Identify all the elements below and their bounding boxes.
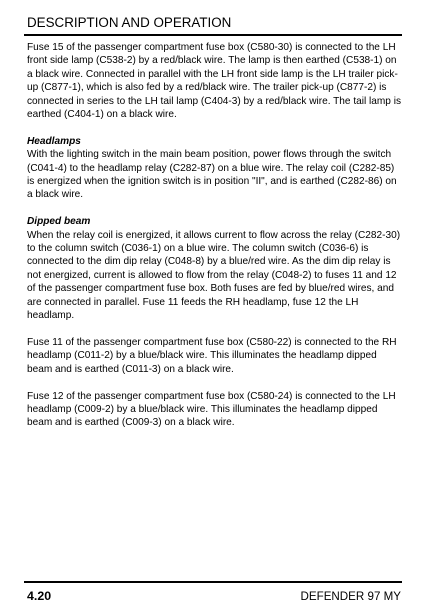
headlamps-paragraph: With the lighting switch in the main beam position, power flows through the switch (C041-4) to the headlamp relay (C282-87) on a blue wire. The relay coil (C282-85) is energized when the ignition switch is in position "II", and is earthed (C282-86) on a black wire. (27, 149, 397, 201)
section-title: DESCRIPTION AND OPERATION (27, 15, 232, 30)
fuse-11-paragraph: Fuse 11 of the passenger compartment fuse box (C580-22) is connected to the RH headlamp (C011-2) by a blue/black wire. This illuminates the headlamp dipped beam and is earthed (C011-3) on a black wire. (27, 336, 397, 375)
page-body (27, 41, 402, 443)
footer-divider (24, 581, 402, 583)
dipped-beam-paragraph: When the relay coil is energized, it allows current to flow across the relay (C282-30) to the column switch (C036-1) on a blue wire. The column switch (C036-6) is connected to the dim dip relay (C048-8) by a blue/red wire. As the dim dip relay is not energized, current is allowed to flow from the relay (C048-2) to fuses 11 and 12 of the passenger compartment fuse box. Both fuses are fed by blue/red wires, and are connected in parallel. Fuse 11 feeds the RH headlamp, fuse 12 the LH headlamp. (27, 229, 401, 322)
header-divider (24, 34, 402, 36)
fuse-12-paragraph: Fuse 12 of the passenger compartment fuse box (C580-24) is connected to the LH headlamp (C009-2) by a blue/black wire. This illuminates the headlamp dipped beam and is earthed (C009-3) on a black wire. (27, 390, 396, 429)
page-number: 4.20 (27, 589, 52, 603)
intro-paragraph: Fuse 15 of the passenger compartment fuse box (C580-30) is connected to the LH front side lamp (C538-2) by a red/black wire. The lamp is then earthed (C538-1) on a black wire. Connected in parallel with the LH front side lamp is the LH trailer pick-up (C877-1), which is also fed by a red/black wire. The trailer pick-up (C877-2) is connected in series to the LH tail lamp (C404-3) by a red/black wire. The tail lamp is earthed (C404-1) on a black wire. (27, 42, 402, 121)
dipped-beam-heading: Dipped beam (27, 216, 91, 228)
headlamps-heading: Headlamps (27, 135, 81, 147)
publication-title: DEFENDER 97 MY (300, 590, 401, 603)
